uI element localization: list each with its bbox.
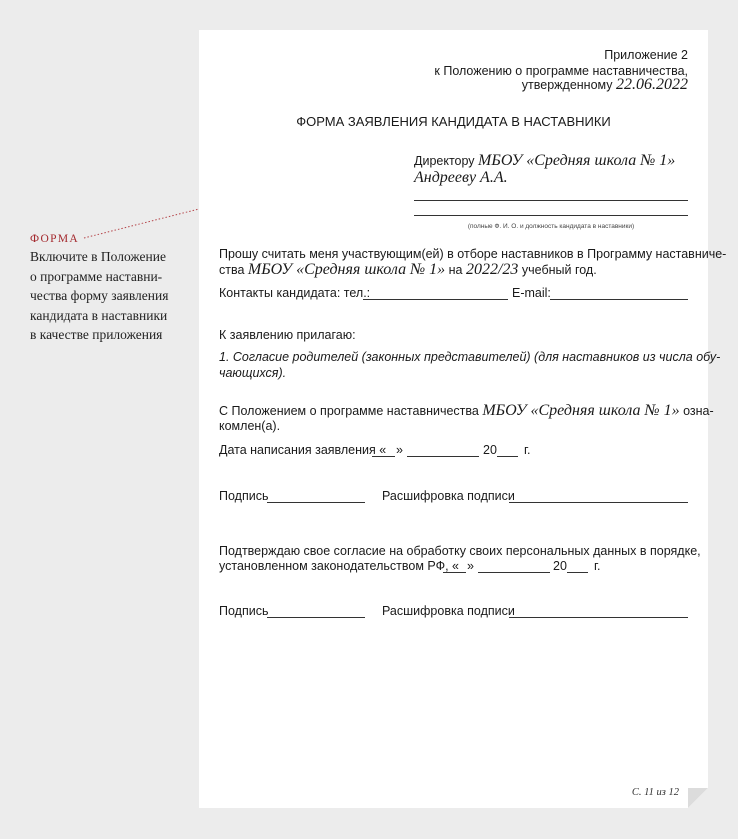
decode-label-2: Расшифровка подписи xyxy=(382,604,515,618)
margin-note-line: кандидата в наставники xyxy=(30,307,168,323)
signature-label: Подпись xyxy=(219,489,269,503)
page-fold-icon xyxy=(688,788,708,808)
consent-day-field[interactable] xyxy=(443,572,466,573)
margin-note-line: о программе наставни- xyxy=(30,268,163,284)
header-reference: к Положению о программе наставничества, xyxy=(434,64,688,78)
attach-item-line-2: чающихся). xyxy=(219,366,287,380)
decode-label: Расшифровка подписи xyxy=(382,489,515,503)
date-month-field[interactable] xyxy=(407,456,479,457)
request-org: МБОУ «Средняя школа № 1» xyxy=(247,261,446,278)
decode-field[interactable] xyxy=(509,502,688,503)
header-date: 22.06.2022 xyxy=(616,76,688,93)
date-close-quote: » xyxy=(396,443,403,457)
date-year-prefix: 20 xyxy=(483,443,497,457)
margin-note-tag: ФОРМА xyxy=(30,233,79,245)
addressee-blank-2[interactable] xyxy=(414,215,688,216)
addressee-prefix: Директору xyxy=(414,154,479,168)
signature-field[interactable] xyxy=(267,502,365,503)
consent-close-quote: » xyxy=(467,559,474,573)
consent-year-suffix: г. xyxy=(594,559,601,573)
margin-note-line: Включите в Положение xyxy=(30,249,166,264)
contacts-phone-label: Контакты кандидата: тел.: xyxy=(219,286,371,300)
date-year-suffix: г. xyxy=(524,443,531,457)
addressee-org: МБОУ «Средняя школа № 1» xyxy=(478,152,676,169)
addressee-blank-1[interactable] xyxy=(414,200,688,201)
date-day-field[interactable] xyxy=(372,456,395,457)
request-line-1: Прошу считать меня участвующим(ей) в отборе наставников в Программу наставниче- xyxy=(219,247,727,261)
request-line-2 xyxy=(219,261,597,279)
consent-year-prefix: 20 xyxy=(553,559,567,573)
document-title: ФОРМА ЗАЯВЛЕНИЯ КАНДИДАТА В НАСТАВНИКИ xyxy=(296,114,611,129)
consent-line-2: установленном законодательством РФ, « xyxy=(219,559,459,573)
margin-note-line: в качестве приложения xyxy=(30,327,163,342)
ack-line-1 xyxy=(219,402,714,420)
contacts-email-label: E-mail: xyxy=(512,286,551,300)
phone-field[interactable] xyxy=(363,299,508,300)
header-approved xyxy=(522,76,688,94)
request-year: 2022/23 xyxy=(465,261,519,278)
addressee-line xyxy=(414,152,675,170)
ack-line-2: комлен(а). xyxy=(219,419,281,433)
ack-text: озна- xyxy=(679,404,714,418)
request-text: учебный год. xyxy=(518,263,597,277)
signature-label-2: Подпись xyxy=(219,604,269,618)
email-field[interactable] xyxy=(550,299,688,300)
request-text: ства xyxy=(219,263,248,277)
date-year-field[interactable] xyxy=(497,456,518,457)
document-page xyxy=(199,30,727,808)
signature-field-2[interactable] xyxy=(267,617,365,618)
header-approved-label: утвержденному xyxy=(521,78,616,92)
date-label: Дата написания заявления « xyxy=(219,443,387,457)
page-number: С. 11 из 12 xyxy=(631,787,679,798)
decode-field-2[interactable] xyxy=(509,617,688,618)
margin-note-line: чества форму заявления xyxy=(30,288,169,303)
ack-text: С Положением о программе наставничества xyxy=(219,404,483,418)
ack-org: МБОУ «Средняя школа № 1» xyxy=(482,402,680,419)
addressee-caption: (полные Ф. И. О. и должность кандидата в наставники) xyxy=(467,223,635,230)
request-text: на xyxy=(445,263,466,277)
attach-item-line-1: 1. Согласие родителей (законных представителей) (для наставников из числа обу- xyxy=(219,350,721,364)
attach-label: К заявлению прилагаю: xyxy=(219,328,356,342)
consent-year-field[interactable] xyxy=(567,572,588,573)
consent-month-field[interactable] xyxy=(478,572,550,573)
addressee-name: Андрееву А.А. xyxy=(414,169,508,186)
consent-line-1: Подтверждаю свое согласие на обработку своих персональных данных в порядке, xyxy=(219,544,701,558)
header-appendix: Приложение 2 xyxy=(604,48,688,62)
